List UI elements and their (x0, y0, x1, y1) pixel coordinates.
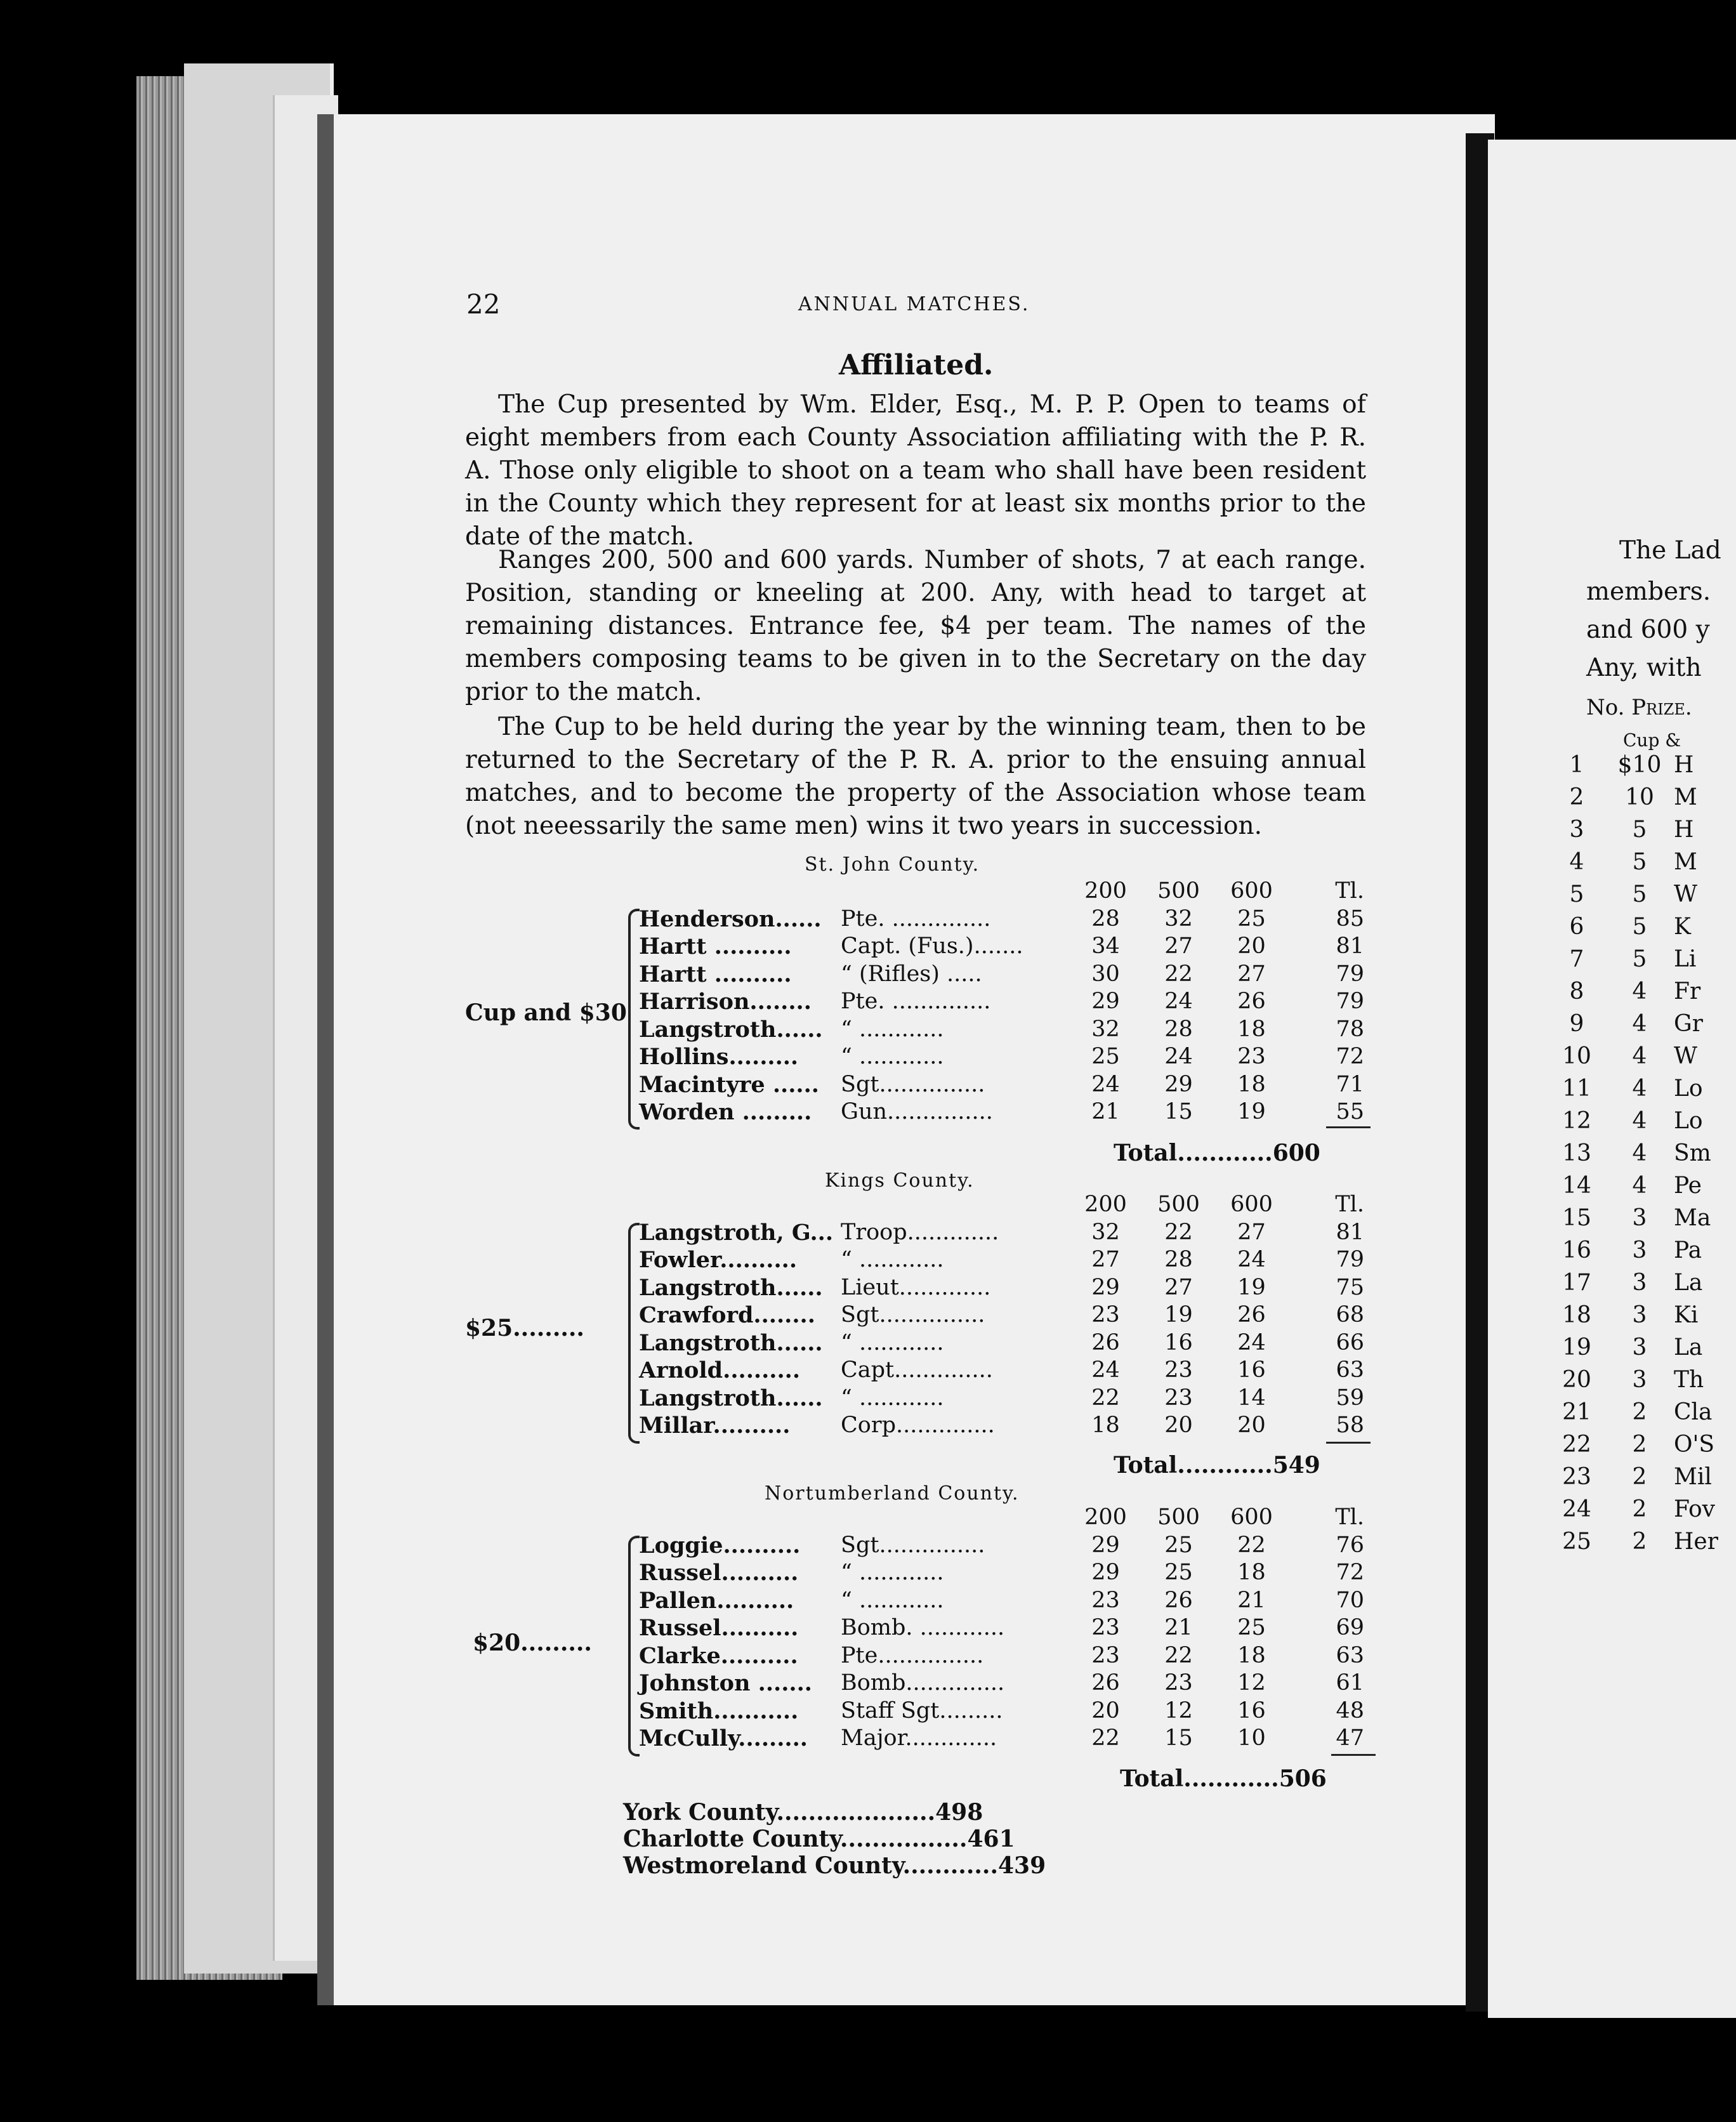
table-row: Russel.......... “ ............ 29 25 18 72 (639, 1560, 1364, 1586)
table-row: 18 3 Ki (1562, 1302, 1699, 1328)
prize-label: $20......... (473, 1630, 592, 1656)
paragraph-3: The Cup to be held during the year by the winning team, then to be returned to the Secretary of the P. R. A. prior to the ensuing annual matches, and to become the property of the Association whose team (not neeessarily the same men) wins it two years in succession. (465, 713, 1366, 840)
county-heading: St. John County. (805, 853, 980, 876)
table-row: 4 5 M (1569, 849, 1697, 875)
county-heading: Nortumberland County. (765, 1482, 1020, 1505)
table-row: 23 2 Mil (1562, 1464, 1712, 1490)
table-row: Smith........... Staff Sgt......... 20 12 16 48 (639, 1697, 1364, 1724)
table-row: McCully......... Major............. 22 15 10 47 (639, 1725, 1364, 1751)
paragraph-2: Ranges 200, 500 and 600 yards. Number of shots, 7 at each range. Position, standing or kneeling at 200. Any, with head to target at remaining distances. Entrance fee, $4 per team. The names of the members composing teams to be given in to the Secretary on the day prior to the match. (465, 546, 1366, 706)
table-row: Langstroth...... “ ............ 32 28 18 78 (639, 1016, 1364, 1043)
table-row: Hartt .......... Capt. (Fus.)....... 34 27 20 81 (639, 933, 1364, 959)
col-600: 600 (1230, 1192, 1273, 1217)
table-row: Langstroth...... “ ............ 26 16 24 66 (639, 1329, 1364, 1356)
running-title: ANNUAL MATCHES. (798, 293, 1030, 315)
col-500: 500 (1157, 1192, 1200, 1217)
total-value: 600 (1272, 1140, 1320, 1166)
score-table (639, 1504, 1364, 1753)
brace (628, 909, 640, 1130)
rule (1331, 1754, 1376, 1756)
table-row: Russel.......... Bomb. ............ 23 21 25 69 (639, 1615, 1364, 1641)
total-value: 506 (1279, 1765, 1327, 1792)
col-total: Tl. (1335, 1192, 1364, 1217)
table-row: 7 5 Li (1569, 946, 1697, 972)
other-counties-list (623, 1799, 1046, 1879)
col-500: 500 (1157, 878, 1200, 904)
rule (1326, 1126, 1371, 1128)
table-row: 9 4 Gr (1569, 1011, 1703, 1037)
list-item: Charlotte County................461 (623, 1826, 1015, 1852)
table-row: 5 5 W (1569, 881, 1698, 907)
prize-label: $25......... (465, 1315, 584, 1341)
table-row: Langstroth, G... Troop............. 32 22 27 81 (639, 1219, 1364, 1246)
total-row (1120, 1765, 1327, 1792)
right-page-header: No. Prize. (1586, 695, 1692, 720)
total-label: Total............ (1120, 1765, 1279, 1792)
right-page-subheader: Cup & (1623, 730, 1681, 751)
brace (628, 1536, 640, 1756)
col-600: 600 (1230, 1505, 1273, 1530)
table-row: 11 4 Lo (1562, 1076, 1703, 1102)
rule (1326, 1442, 1371, 1444)
table-row: Arnold.......... Capt.............. 24 23 16 63 (639, 1357, 1364, 1383)
right-page-line: Any, with (1586, 654, 1702, 682)
table-row: Johnston ....... Bomb.............. 26 23 12 61 (639, 1670, 1364, 1696)
table-row: 12 4 Lo (1562, 1108, 1703, 1134)
table-row: Langstroth...... Lieut............. 29 27 19 75 (639, 1274, 1364, 1301)
table-row: 10 4 W (1562, 1043, 1698, 1069)
prize-list-table (1548, 749, 1718, 1558)
table-row: 15 3 Ma (1562, 1205, 1711, 1231)
table-row: Clarke.......... Pte............... 23 22 18 63 (639, 1642, 1364, 1669)
table-row: Millar.......... Corp.............. 18 20 20 58 (639, 1413, 1364, 1439)
right-page-line: and 600 y (1586, 616, 1710, 644)
col-200: 200 (1084, 1505, 1127, 1530)
right-page-line: members. (1586, 577, 1711, 606)
page-number: 22 (466, 289, 501, 320)
table-row: Langstroth...... “ ............ 22 23 14 59 (639, 1385, 1364, 1411)
col-500: 500 (1157, 1505, 1200, 1530)
table-row: 1 $10 H (1569, 752, 1694, 778)
total-label: Total............ (1114, 1452, 1273, 1479)
table-row: 19 3 La (1562, 1334, 1703, 1361)
total-row (1114, 1452, 1320, 1479)
table-row: 20 3 Th (1562, 1367, 1704, 1393)
score-table (639, 1191, 1364, 1440)
section-heading: Affiliated. (839, 349, 994, 381)
table-row: Harrison........ Pte. .............. 29 24 26 79 (639, 989, 1364, 1015)
table-row: Worden ......... Gun............... 21 15 19 55 (639, 1099, 1364, 1125)
col-200: 200 (1084, 878, 1127, 904)
prize-label: Cup and $30 (465, 999, 627, 1026)
county-heading: Kings County. (825, 1170, 975, 1192)
table-row: 13 4 Sm (1562, 1140, 1711, 1166)
table-row: 3 5 H (1569, 817, 1694, 843)
total-row (1114, 1140, 1320, 1166)
score-table (639, 878, 1364, 1126)
list-item: York County....................498 (623, 1799, 983, 1826)
col-600: 600 (1230, 878, 1273, 904)
total-label: Total............ (1114, 1140, 1273, 1166)
table-row: Hartt .......... “ (Rifles) ..... 30 22 27 79 (639, 961, 1364, 987)
table-row: 25 2 Her (1562, 1529, 1718, 1555)
right-page-line: The Lad (1619, 536, 1721, 565)
table-row: 22 2 O'S (1562, 1432, 1715, 1458)
table-row: Pallen.......... “ ............ 23 26 21 70 (639, 1587, 1364, 1614)
table-row: 6 5 K (1569, 914, 1691, 940)
brace (628, 1223, 640, 1444)
table-row: 24 2 Fov (1562, 1496, 1716, 1522)
table-row: Crawford........ Sgt............... 23 19 26 68 (639, 1302, 1364, 1328)
table-row: 2 10 M (1569, 784, 1697, 810)
col-200: 200 (1084, 1192, 1127, 1217)
paragraph-1: The Cup presented by Wm. Elder, Esq., M. P. P. Open to teams of eight members from each County Association affiliating with the P. R. A. Those only eligible to shoot on a team who shall have been resident in the County which they represent for at least six months prior to the date of the match. (465, 390, 1366, 551)
table-row: Macintyre ...... Sgt............... 24 29 18 71 (639, 1071, 1364, 1098)
list-item: Westmoreland County............439 (623, 1852, 1046, 1879)
table-row: 14 4 Pe (1562, 1173, 1702, 1199)
table-row: 21 2 Cla (1562, 1399, 1713, 1425)
table-row: 8 4 Fr (1569, 979, 1701, 1005)
table-row: Loggie.......... Sgt............... 29 25 22 76 (639, 1532, 1364, 1559)
col-total: Tl. (1335, 1505, 1364, 1530)
table-row: Henderson...... Pte. .............. 28 32 25 85 (639, 906, 1364, 932)
table-row: Hollins......... “ ............ 25 24 23 72 (639, 1044, 1364, 1070)
table-row: 16 3 Pa (1562, 1237, 1702, 1263)
table-row: Fowler.......... “ ............ 27 28 24 79 (639, 1247, 1364, 1273)
total-value: 549 (1272, 1452, 1320, 1479)
col-total: Tl. (1335, 878, 1364, 904)
table-row: 17 3 La (1562, 1270, 1703, 1296)
